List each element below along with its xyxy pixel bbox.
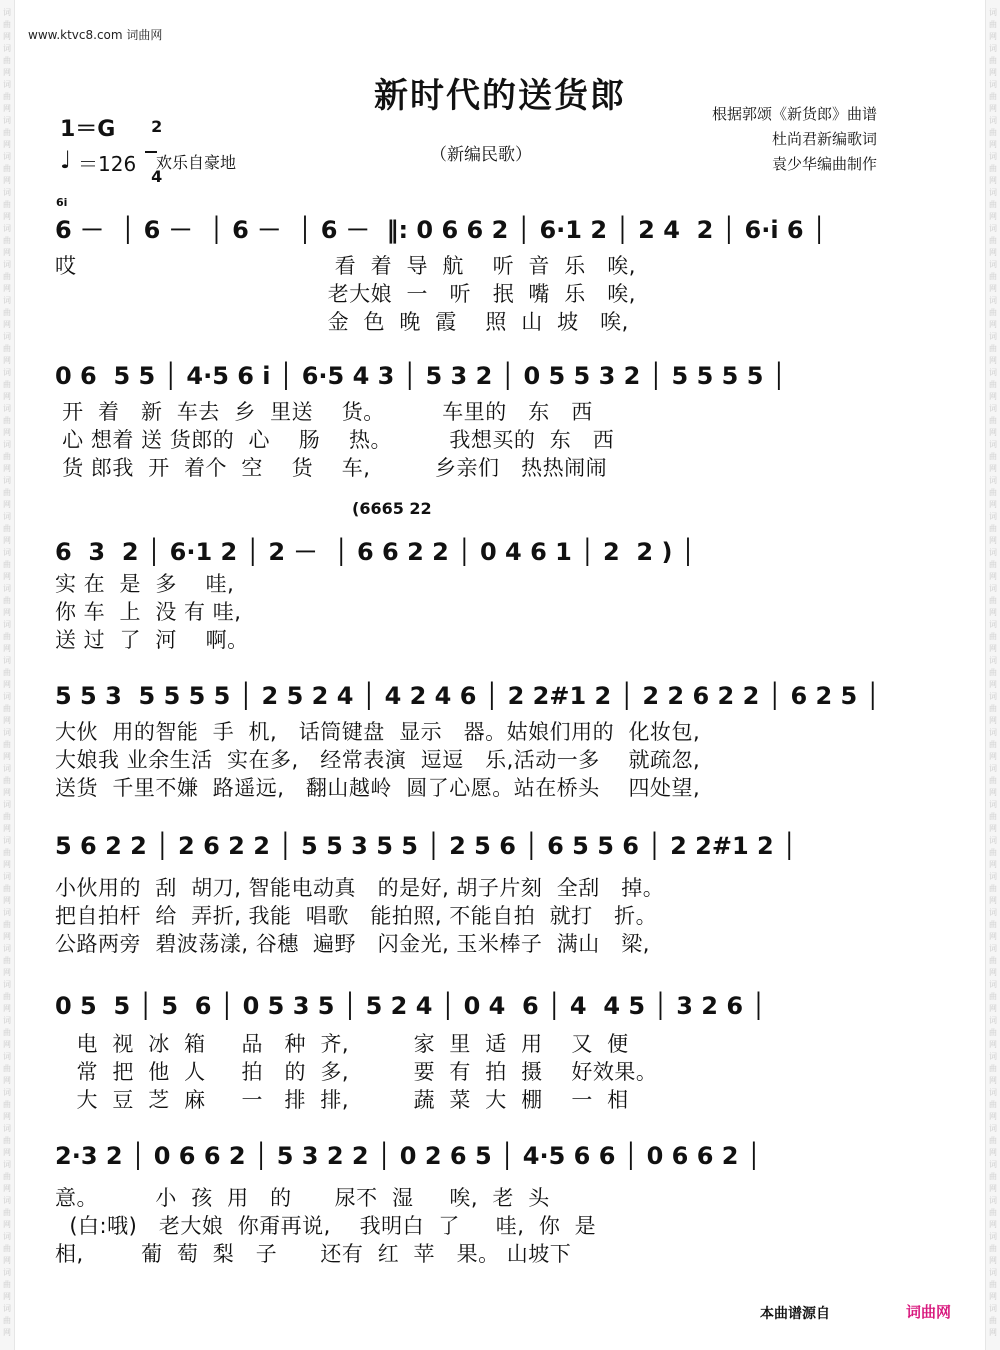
- tempo-description: 欢乐自豪地: [156, 153, 237, 172]
- watermark-char: 曲: [3, 1244, 11, 1253]
- watermark-char: 词: [3, 980, 11, 989]
- watermark-char: 网: [989, 1040, 997, 1049]
- watermark-char: 曲: [3, 1100, 11, 1109]
- watermark-char: 词: [989, 440, 997, 449]
- watermark-char: 曲: [989, 380, 997, 389]
- watermark-char: 词: [989, 728, 997, 737]
- watermark-char: 网: [989, 176, 997, 185]
- watermark-char: 网: [3, 284, 11, 293]
- watermark-char: 词: [989, 1160, 997, 1169]
- watermark-char: 曲: [3, 812, 11, 821]
- watermark-char: 网: [3, 644, 11, 653]
- watermark-char: 词: [989, 8, 997, 17]
- watermark-char: 曲: [989, 1280, 997, 1289]
- watermark-char: 词: [989, 296, 997, 305]
- watermark-char: 曲: [989, 992, 997, 1001]
- watermark-char: 词: [989, 476, 997, 485]
- watermark-char: 词: [3, 1304, 11, 1313]
- watermark-char: 曲: [989, 56, 997, 65]
- note-line: 0 6 5 5 │ 4·5 6 i │ 6·5 4 3 │ 5 3 2 │ 0 5 5 3 2 │ 5 5 5 5 │: [55, 362, 787, 390]
- watermark-char: 网: [3, 572, 11, 581]
- watermark-char: 词: [3, 800, 11, 809]
- watermark-char: 网: [989, 536, 997, 545]
- watermark-char: 网: [989, 788, 997, 797]
- watermark-char: 词: [3, 404, 11, 413]
- watermark-char: 词: [989, 1088, 997, 1097]
- watermark-char: 曲: [989, 236, 997, 245]
- watermark-char: 曲: [989, 956, 997, 965]
- watermark-char: 网: [989, 1184, 997, 1193]
- lyric-line: 大娘我 业余生活 实在多, 经常表演 逗逗 乐,活动一多 就疏忽,: [55, 748, 701, 772]
- watermark-char: 网: [3, 1148, 11, 1157]
- watermark-char: 曲: [989, 272, 997, 281]
- time-sig-top: 2: [151, 117, 163, 136]
- watermark-char: 网: [989, 32, 997, 41]
- watermark-char: 网: [989, 680, 997, 689]
- watermark-char: 曲: [3, 56, 11, 65]
- watermark-char: 网: [989, 1076, 997, 1085]
- subtitle: （新编民歌）: [430, 145, 532, 165]
- key-signature: 1＝G: [60, 117, 116, 142]
- watermark-char: 网: [3, 1076, 11, 1085]
- watermark-char: 网: [3, 752, 11, 761]
- watermark-char: 曲: [3, 848, 11, 857]
- watermark-char: 词: [3, 620, 11, 629]
- watermark-char: 网: [3, 500, 11, 509]
- watermark-char: 网: [3, 680, 11, 689]
- watermark-char: 词: [3, 476, 11, 485]
- watermark-char: 词: [989, 584, 997, 593]
- watermark-char: 词: [989, 620, 997, 629]
- watermark-char: 词: [989, 1124, 997, 1133]
- watermark-char: 网: [989, 500, 997, 509]
- watermark-char: 曲: [989, 776, 997, 785]
- lyric-line: 小伙用的 刮 胡刀, 智能电动真 的是好, 胡子片刻 全刮 掉。: [55, 876, 665, 900]
- watermark-char: 曲: [989, 344, 997, 353]
- watermark-char: 曲: [3, 560, 11, 569]
- lyric-line: 送 过 了 河 啊。: [55, 628, 249, 652]
- lyric-line: 心 想着 送 货郎的 心 肠 热。 我想买的 东 西: [55, 428, 615, 452]
- left-watermark-strip: [0, 0, 15, 1350]
- watermark-char: 网: [989, 1004, 997, 1013]
- watermark-char: 网: [3, 608, 11, 617]
- watermark-char: 词: [989, 512, 997, 521]
- watermark-char: 网: [989, 1148, 997, 1157]
- watermark-char: 曲: [989, 92, 997, 101]
- watermark-char: 网: [3, 392, 11, 401]
- lyric-line: 意。 小 孩 用 的 尿不 湿 唉, 老 头: [55, 1186, 550, 1210]
- watermark-char: 曲: [3, 596, 11, 605]
- watermark-char: 网: [989, 1292, 997, 1301]
- watermark-char: 网: [3, 968, 11, 977]
- watermark-char: 网: [3, 1220, 11, 1229]
- watermark-char: 网: [3, 716, 11, 725]
- site-url: www.ktvc8.com 词曲网: [28, 28, 163, 42]
- watermark-char: 词: [3, 80, 11, 89]
- watermark-char: 词: [3, 836, 11, 845]
- watermark-char: 词: [3, 764, 11, 773]
- watermark-char: 网: [989, 248, 997, 257]
- watermark-char: 网: [989, 104, 997, 113]
- watermark-char: 词: [3, 224, 11, 233]
- watermark-char: 网: [3, 176, 11, 185]
- lyric-line: 公路两旁 碧波荡漾, 谷穗 遍野 闪金光, 玉米棒子 满山 梁,: [55, 932, 650, 956]
- watermark-char: 词: [989, 44, 997, 53]
- lyric-line: 电 视 冰 箱 品 种 齐, 家 里 适 用 又 便: [55, 1032, 629, 1056]
- note-line: 6 － │ 6 － │ 6 － │ 6 － ‖: 0 6 6 2 │ 6·1 2 │ 2 4 2 │ 6·i 6 │: [55, 216, 827, 244]
- lyric-line: 把自拍杆 给 弄折, 我能 唱歌 能拍照, 不能自拍 就打 折。: [55, 904, 658, 928]
- watermark-char: 曲: [989, 1316, 997, 1325]
- watermark-char: 曲: [989, 1244, 997, 1253]
- watermark-char: 网: [3, 536, 11, 545]
- watermark-char: 网: [989, 932, 997, 941]
- watermark-char: 网: [3, 1112, 11, 1121]
- watermark-char: 网: [989, 68, 997, 77]
- watermark-char: 曲: [3, 128, 11, 137]
- watermark-char: 曲: [989, 848, 997, 857]
- watermark-char: 网: [3, 32, 11, 41]
- watermark-char: 网: [989, 896, 997, 905]
- watermark-char: 曲: [3, 200, 11, 209]
- watermark-char: 曲: [3, 740, 11, 749]
- watermark-char: 曲: [989, 668, 997, 677]
- watermark-char: 曲: [989, 560, 997, 569]
- watermark-char: 网: [3, 1256, 11, 1265]
- watermark-char: 词: [3, 656, 11, 665]
- watermark-char: 词: [989, 332, 997, 341]
- watermark-char: 网: [989, 860, 997, 869]
- note-line: 5 5 3 5 5 5 5 │ 2 5 2 4 │ 4 2 4 6 │ 2 2#1 2 │ 2 2 6 2 2 │ 6 2 5 │: [55, 682, 881, 710]
- tempo-value: ＝126: [78, 152, 137, 176]
- watermark-char: 词: [3, 188, 11, 197]
- watermark-char: 曲: [989, 164, 997, 173]
- watermark-char: 曲: [3, 1316, 11, 1325]
- watermark-char: 曲: [989, 812, 997, 821]
- watermark-char: 曲: [989, 308, 997, 317]
- watermark-char: 词: [989, 116, 997, 125]
- watermark-char: 曲: [3, 416, 11, 425]
- watermark-char: 词: [989, 368, 997, 377]
- watermark-char: 网: [989, 320, 997, 329]
- watermark-char: 曲: [3, 1064, 11, 1073]
- note-line: 6 3 2 │ 6·1 2 │ 2 － │ 6 6 2 2 │ 0 4 6 1 │ 2 2 ) │: [55, 538, 696, 566]
- watermark-char: 网: [3, 140, 11, 149]
- watermark-char: 网: [989, 212, 997, 221]
- lyric-line: 货 郎我 开 着个 空 货 车, 乡亲们 热热闹闹: [55, 456, 608, 480]
- watermark-char: 曲: [3, 1280, 11, 1289]
- watermark-char: 曲: [3, 776, 11, 785]
- watermark-char: 网: [989, 1256, 997, 1265]
- quarter-note-icon: ♩: [60, 146, 72, 174]
- watermark-char: 网: [989, 716, 997, 725]
- watermark-char: 曲: [3, 668, 11, 677]
- watermark-char: 曲: [3, 992, 11, 1001]
- watermark-char: 曲: [3, 272, 11, 281]
- watermark-char: 曲: [989, 452, 997, 461]
- time-sig-bottom: 4: [151, 167, 163, 186]
- lyric-line: 哎 看 着 导 航 听 音 乐 唉,: [55, 254, 636, 278]
- right-watermark-strip: [985, 0, 1000, 1350]
- watermark-char: 网: [989, 1220, 997, 1229]
- watermark-char: 词: [3, 1232, 11, 1241]
- watermark-char: 网: [3, 1292, 11, 1301]
- watermark-char: 网: [3, 248, 11, 257]
- watermark-char: 词: [989, 764, 997, 773]
- watermark-char: 网: [989, 464, 997, 473]
- grace-notes: 6i: [56, 196, 68, 209]
- watermark-char: 词: [3, 1088, 11, 1097]
- watermark-char: 网: [989, 572, 997, 581]
- watermark-char: 网: [3, 464, 11, 473]
- watermark-char: 词: [3, 152, 11, 161]
- watermark-char: 词: [3, 908, 11, 917]
- watermark-char: 曲: [989, 1064, 997, 1073]
- watermark-char: 词: [989, 692, 997, 701]
- watermark-char: 曲: [989, 1136, 997, 1145]
- watermark-char: 词: [989, 1052, 997, 1061]
- watermark-char: 曲: [989, 740, 997, 749]
- watermark-char: 词: [3, 872, 11, 881]
- watermark-char: 网: [989, 428, 997, 437]
- watermark-char: 曲: [3, 632, 11, 641]
- watermark-char: 网: [3, 824, 11, 833]
- watermark-char: 网: [3, 320, 11, 329]
- watermark-char: 词: [989, 1268, 997, 1277]
- watermark-char: 曲: [989, 416, 997, 425]
- watermark-char: 网: [3, 212, 11, 221]
- watermark-char: 网: [3, 356, 11, 365]
- watermark-char: 曲: [3, 452, 11, 461]
- watermark-char: 词: [3, 116, 11, 125]
- watermark-char: 曲: [989, 524, 997, 533]
- lyric-line: 开 着 新 车去 乡 里送 货。 车里的 东 西: [55, 400, 593, 424]
- watermark-char: 曲: [3, 524, 11, 533]
- page-title: 新时代的送货郎: [374, 76, 626, 116]
- watermark-char: 网: [3, 1004, 11, 1013]
- watermark-char: 网: [3, 1040, 11, 1049]
- watermark-char: 词: [3, 8, 11, 17]
- watermark-char: 词: [989, 800, 997, 809]
- watermark-char: 词: [989, 1304, 997, 1313]
- alternate-notes: (6665 22: [352, 499, 432, 518]
- watermark-char: 词: [989, 656, 997, 665]
- watermark-char: 词: [989, 872, 997, 881]
- watermark-char: 网: [989, 1112, 997, 1121]
- credit-line: 袁少华编曲制作: [772, 155, 878, 173]
- watermark-char: 词: [989, 80, 997, 89]
- watermark-char: 词: [989, 224, 997, 233]
- watermark-char: 词: [989, 548, 997, 557]
- lyric-line: 你 车 上 没 有 哇,: [55, 600, 242, 624]
- watermark-char: 曲: [3, 236, 11, 245]
- watermark-char: 曲: [3, 1208, 11, 1217]
- watermark-char: 曲: [989, 920, 997, 929]
- watermark-char: 词: [3, 440, 11, 449]
- watermark-char: 词: [989, 836, 997, 845]
- watermark-char: 网: [3, 68, 11, 77]
- watermark-char: 词: [989, 1232, 997, 1241]
- watermark-char: 网: [989, 356, 997, 365]
- watermark-char: 词: [3, 584, 11, 593]
- watermark-char: 网: [3, 932, 11, 941]
- lyric-line: 实 在 是 多 哇,: [55, 572, 235, 596]
- lyric-line: 送货 千里不嫌 路遥远, 翻山越岭 圆了心愿。站在桥头 四处望,: [55, 776, 701, 800]
- watermark-char: 词: [989, 404, 997, 413]
- watermark-char: 网: [3, 1328, 11, 1337]
- watermark-char: 网: [3, 1184, 11, 1193]
- watermark-char: 曲: [989, 488, 997, 497]
- watermark-char: 词: [989, 908, 997, 917]
- watermark-char: 曲: [989, 884, 997, 893]
- watermark-char: 词: [3, 1160, 11, 1169]
- lyric-line: 金 色 晚 霞 照 山 坡 唉,: [55, 310, 629, 334]
- watermark-char: 曲: [989, 632, 997, 641]
- credit-line: 根据郭颂《新货郎》曲谱: [712, 105, 878, 123]
- watermark-char: 网: [3, 896, 11, 905]
- watermark-char: 词: [3, 44, 11, 53]
- watermark-char: 词: [989, 1196, 997, 1205]
- watermark-char: 曲: [3, 488, 11, 497]
- watermark-char: 词: [989, 152, 997, 161]
- watermark-char: 曲: [989, 1208, 997, 1217]
- lyric-line: 大 豆 芝 麻 一 排 排, 蔬 菜 大 棚 一 相: [55, 1088, 629, 1112]
- watermark-char: 网: [989, 968, 997, 977]
- credit-line: 杜尚君新编歌词: [772, 130, 878, 148]
- note-line: 2·3 2 │ 0 6 6 2 │ 5 3 2 2 │ 0 2 6 5 │ 4·5 6 6 │ 0 6 6 2 │: [55, 1142, 762, 1170]
- watermark-char: 词: [989, 944, 997, 953]
- watermark-char: 曲: [989, 200, 997, 209]
- watermark-char: 词: [3, 512, 11, 521]
- footer-source: 本曲谱源自: [760, 1306, 830, 1322]
- watermark-char: 词: [3, 548, 11, 557]
- watermark-char: 曲: [989, 20, 997, 29]
- watermark-char: 曲: [989, 1100, 997, 1109]
- watermark-char: 词: [3, 332, 11, 341]
- lyric-line: (白:哦) 老大娘 你甭再说, 我明白 了 哇, 你 是: [55, 1214, 597, 1238]
- watermark-char: 网: [989, 392, 997, 401]
- watermark-char: 曲: [989, 128, 997, 137]
- watermark-char: 网: [3, 428, 11, 437]
- watermark-char: 曲: [3, 344, 11, 353]
- watermark-char: 词: [3, 1124, 11, 1133]
- watermark-char: 网: [989, 752, 997, 761]
- watermark-char: 词: [3, 1052, 11, 1061]
- lyric-line: 老大娘 一 听 抿 嘴 乐 唉,: [55, 282, 636, 306]
- watermark-char: 词: [3, 368, 11, 377]
- watermark-char: 曲: [3, 704, 11, 713]
- watermark-char: 词: [3, 296, 11, 305]
- watermark-char: 曲: [3, 380, 11, 389]
- watermark-char: 曲: [3, 1028, 11, 1037]
- watermark-char: 网: [989, 608, 997, 617]
- watermark-char: 网: [3, 104, 11, 113]
- watermark-char: 曲: [3, 20, 11, 29]
- watermark-char: 网: [989, 1328, 997, 1337]
- watermark-char: 曲: [3, 956, 11, 965]
- watermark-char: 曲: [989, 596, 997, 605]
- footer-brand-link[interactable]: 词曲网: [906, 1303, 952, 1321]
- watermark-char: 曲: [3, 1136, 11, 1145]
- watermark-char: 词: [3, 692, 11, 701]
- watermark-char: 曲: [989, 704, 997, 713]
- watermark-char: 网: [3, 860, 11, 869]
- watermark-char: 词: [3, 1268, 11, 1277]
- watermark-char: 曲: [3, 164, 11, 173]
- watermark-char: 网: [989, 824, 997, 833]
- watermark-char: 词: [3, 1016, 11, 1025]
- watermark-char: 曲: [989, 1028, 997, 1037]
- watermark-char: 曲: [3, 920, 11, 929]
- watermark-char: 曲: [989, 1172, 997, 1181]
- watermark-char: 曲: [3, 1172, 11, 1181]
- watermark-char: 网: [3, 788, 11, 797]
- watermark-char: 词: [3, 260, 11, 269]
- note-line: 5 6 2 2 │ 2 6 2 2 │ 5 5 3 5 5 │ 2 5 6 │ 6 5 5 6 │ 2 2#1 2 │: [55, 832, 797, 860]
- watermark-char: 网: [989, 644, 997, 653]
- watermark-char: 曲: [3, 308, 11, 317]
- watermark-char: 词: [989, 980, 997, 989]
- watermark-char: 词: [3, 728, 11, 737]
- watermark-char: 词: [989, 260, 997, 269]
- note-line: 0 5 5 │ 5 6 │ 0 5 3 5 │ 5 2 4 │ 0 4 6 │ 4 4 5 │ 3 2 6 │: [55, 992, 766, 1020]
- lyric-line: 相, 葡 萄 梨 子 还有 红 苹 果。 山坡下: [55, 1242, 572, 1266]
- watermark-char: 词: [3, 1196, 11, 1205]
- lyric-line: 大伙 用的智能 手 机, 话筒键盘 显示 器。姑娘们用的 化妆包,: [55, 720, 701, 744]
- watermark-char: 词: [989, 188, 997, 197]
- lyric-line: 常 把 他 人 拍 的 多, 要 有 拍 摄 好效果。: [55, 1060, 658, 1084]
- watermark-char: 曲: [3, 92, 11, 101]
- watermark-char: 词: [3, 944, 11, 953]
- watermark-char: 曲: [3, 884, 11, 893]
- watermark-char: 词: [989, 1016, 997, 1025]
- watermark-char: 网: [989, 284, 997, 293]
- watermark-char: 网: [989, 140, 997, 149]
- credits: [712, 102, 877, 177]
